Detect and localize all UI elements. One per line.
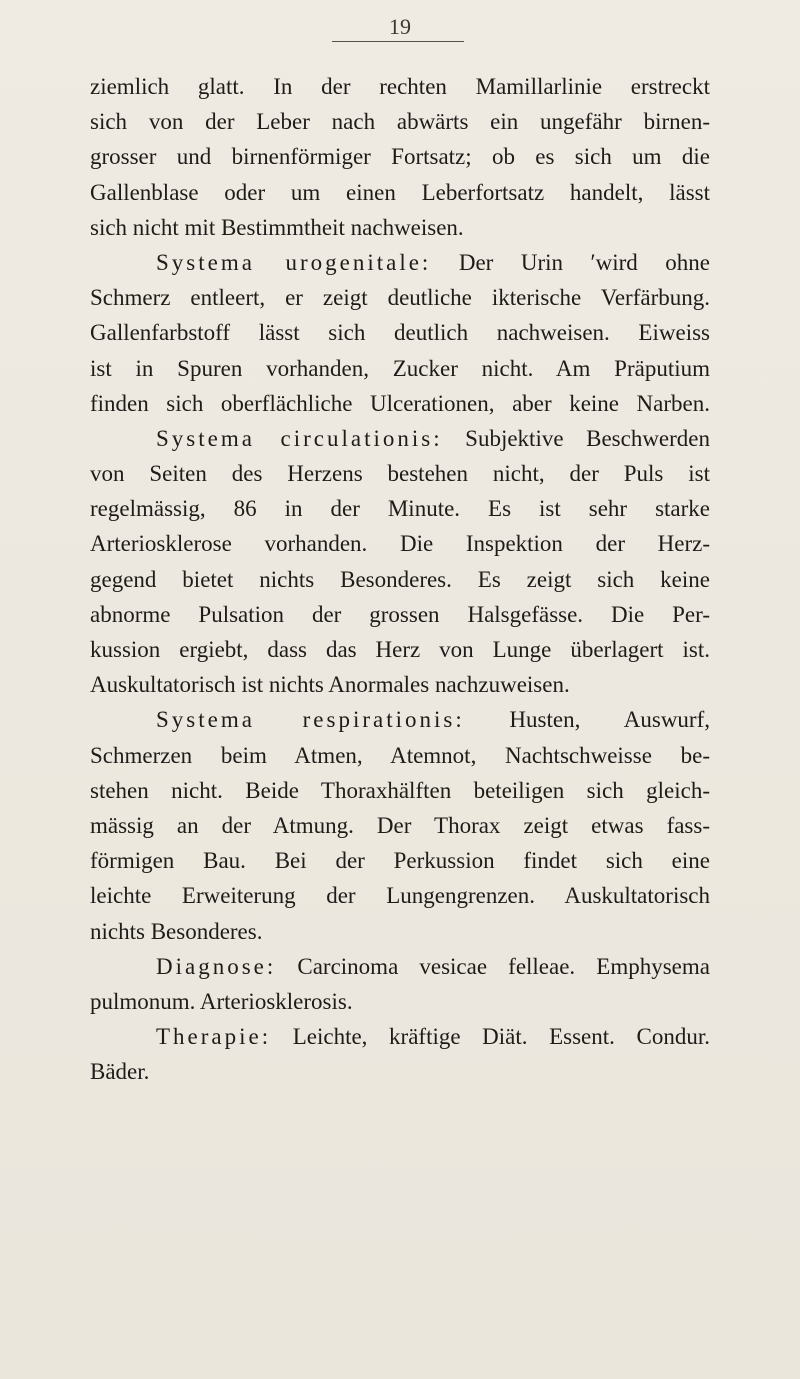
line-text: Subjektive Beschwerden	[442, 425, 711, 451]
line-text: Gallenfarbstoff lässt sich deutlich nachweisen. Eiweiss	[90, 320, 710, 346]
line-text: ist in Spuren vorhanden, Zucker nicht. Am Präputium	[90, 355, 710, 381]
section-heading: Systema urogenitale:	[156, 249, 432, 275]
text-line	[90, 878, 710, 913]
line-text: mässig an der Atmung. Der Thorax zeigt etwas fass-	[90, 812, 710, 838]
page-number: 19	[389, 14, 411, 39]
section-heading: Therapie:	[156, 1024, 272, 1050]
line-text: regelmässig, 86 in der Minute. Es ist sehr starke	[90, 496, 710, 522]
text-line	[90, 491, 710, 526]
text-line	[90, 984, 710, 1019]
text-line	[90, 210, 710, 245]
text-line	[90, 808, 710, 843]
line-text: stehen nicht. Beide Thoraxhälften beteiligen sich gleich-	[90, 777, 710, 803]
line-text: leichte Erweiterung der Lungengrenzen. Auskultatorisch	[90, 883, 710, 909]
line-text: ziemlich glatt. In der rechten Mamillarlinie erstreckt	[90, 74, 710, 99]
line-text: Carcinoma vesicae felleae. Emphysema	[276, 953, 710, 979]
line-text: förmigen Bau. Bei der Perkussion findet sich eine	[90, 848, 710, 874]
line-text: von Seiten des Herzens bestehen nicht, der Puls ist	[90, 461, 710, 487]
line-text: kussion ergiebt, dass das Herz von Lunge überlagert ist.	[90, 637, 710, 662]
text-line	[90, 456, 710, 491]
text-line	[90, 914, 710, 949]
text-line	[90, 175, 710, 210]
line-text: pulmonum. Arteriosklerosis.	[90, 988, 353, 1014]
text-line	[90, 526, 710, 561]
text-line	[90, 104, 710, 139]
line-text: Der Urin ′wird ohne	[431, 249, 710, 275]
line-text: Auskultatorisch ist nichts Anormales nachzuweisen.	[90, 672, 570, 698]
text-line	[90, 738, 710, 773]
line-text: Schmerzen beim Atmen, Atemnot, Nachtschweisse be-	[90, 742, 710, 768]
line-text: gegend bietet nichts Besonderes. Es zeigt sich keine	[90, 566, 710, 592]
line-text: Arteriosklerose vorhanden. Die Inspektion der Herz-	[90, 531, 710, 557]
line-text: Schmerz entleert, er zeigt deutliche ikterische Verfärbung.	[90, 285, 710, 311]
section-heading: Systema respirationis:	[156, 707, 465, 733]
line-text: finden sich oberflächliche Ulcerationen, aber keine Narben.	[90, 390, 710, 416]
text-line	[90, 280, 710, 315]
text-line	[90, 843, 710, 878]
line-text: Gallenblase oder um einen Leberfortsatz handelt, lässt	[90, 179, 710, 205]
text-line	[90, 667, 710, 702]
text-line	[90, 1019, 710, 1054]
text-line	[90, 632, 710, 667]
text-line	[90, 69, 710, 104]
text-line	[90, 245, 710, 280]
line-text: Bäder.	[90, 1059, 150, 1085]
line-text: sich von der Leber nach abwärts ein ungefähr birnen-	[90, 109, 710, 135]
text-line	[90, 351, 710, 386]
section-heading: Systema circulationis:	[156, 425, 443, 451]
text-line	[90, 421, 710, 456]
line-text: grosser und birnenförmiger Fortsatz; ob es sich um die	[90, 144, 710, 170]
text-line	[90, 386, 710, 421]
text-line	[90, 139, 710, 174]
body-text	[90, 69, 710, 1089]
line-text: abnorme Pulsation der grossen Halsgefässe. Die Per-	[90, 601, 710, 627]
text-line	[90, 702, 710, 737]
section-heading: Diagnose:	[156, 953, 277, 979]
line-text: Leichte, kräftige Diät. Essent. Condur.	[271, 1024, 710, 1050]
text-line	[90, 1054, 710, 1089]
text-line	[90, 773, 710, 808]
text-line	[90, 562, 710, 597]
text-line	[90, 315, 710, 350]
header-rule	[332, 41, 464, 42]
text-line	[90, 949, 710, 984]
line-text: nichts Besonderes.	[90, 918, 263, 944]
line-text: sich nicht mit Bestimmtheit nachweisen.	[90, 214, 464, 240]
line-text: Husten, Auswurf,	[464, 707, 710, 733]
text-line	[90, 597, 710, 632]
